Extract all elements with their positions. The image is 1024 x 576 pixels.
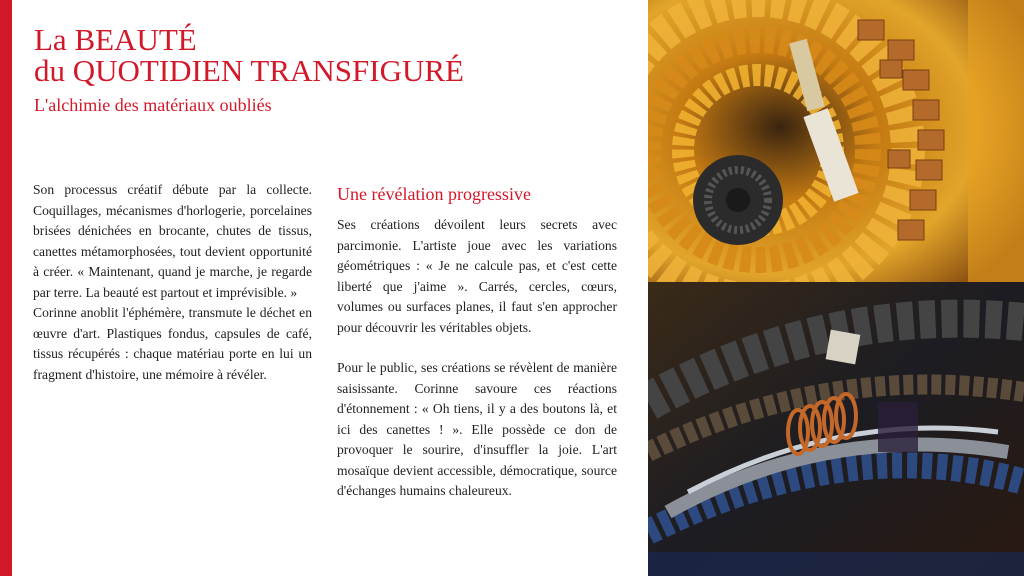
left-paragraph-1: Son processus créatif débute par la collecte. Coquillages, mécanismes d'horlogerie, porcelaines brisées dénichées en brocante, chutes de tissus, canettes métamorphosées, tout devient opportunité à créer. « Maintenant, quand je marche, je regarde par terre. La beauté est partout et imprévisible. » xyxy=(33,182,312,300)
dark-mosaic-photo xyxy=(648,282,1024,576)
right-text-column xyxy=(337,183,617,502)
orange-mosaic-photo xyxy=(648,0,1024,282)
right-paragraph-1: Ses créations dévoilent leurs secrets avec parcimonie. L'artiste joue avec les variations géométriques : « Je ne calcule pas, et c'est cette liberté que j'aime ». Carrés, cercles, cœurs, volumes ou surfaces planes, il faut s'en approcher pour découvrir les véritables objets. xyxy=(337,217,617,335)
right-paragraph-2: Pour le public, ses créations se révèlent de manière saisissante. Corinne savoure ces réactions d'étonnement : « Oh tiens, il y a des boutons là, et ici des canettes ! ». Elle possède ce don de provoquer le sourire, d'insuffler la joie. L'art mosaïque devient accessible, démocratique, source d'échanges humains chaleureux. xyxy=(337,360,617,498)
title-line-2: du QUOTIDIEN TRANSFIGURÉ xyxy=(34,53,464,88)
left-text-column xyxy=(33,180,312,385)
title-line-1: La BEAUTÉ xyxy=(34,22,197,57)
left-paragraph-2: Corinne anoblit l'éphémère, transmute le déchet en œuvre d'art. Plastiques fondus, capsules de café, tissus récupérés : chaque matériau porte en lui un fragment d'histoire, une mémoire à révéler. xyxy=(33,305,312,382)
page-title xyxy=(34,24,464,86)
page-subtitle: L'alchimie des matériaux oubliés xyxy=(34,95,272,115)
section-heading: Une révélation progressive xyxy=(337,184,531,204)
accent-bar xyxy=(0,0,12,576)
